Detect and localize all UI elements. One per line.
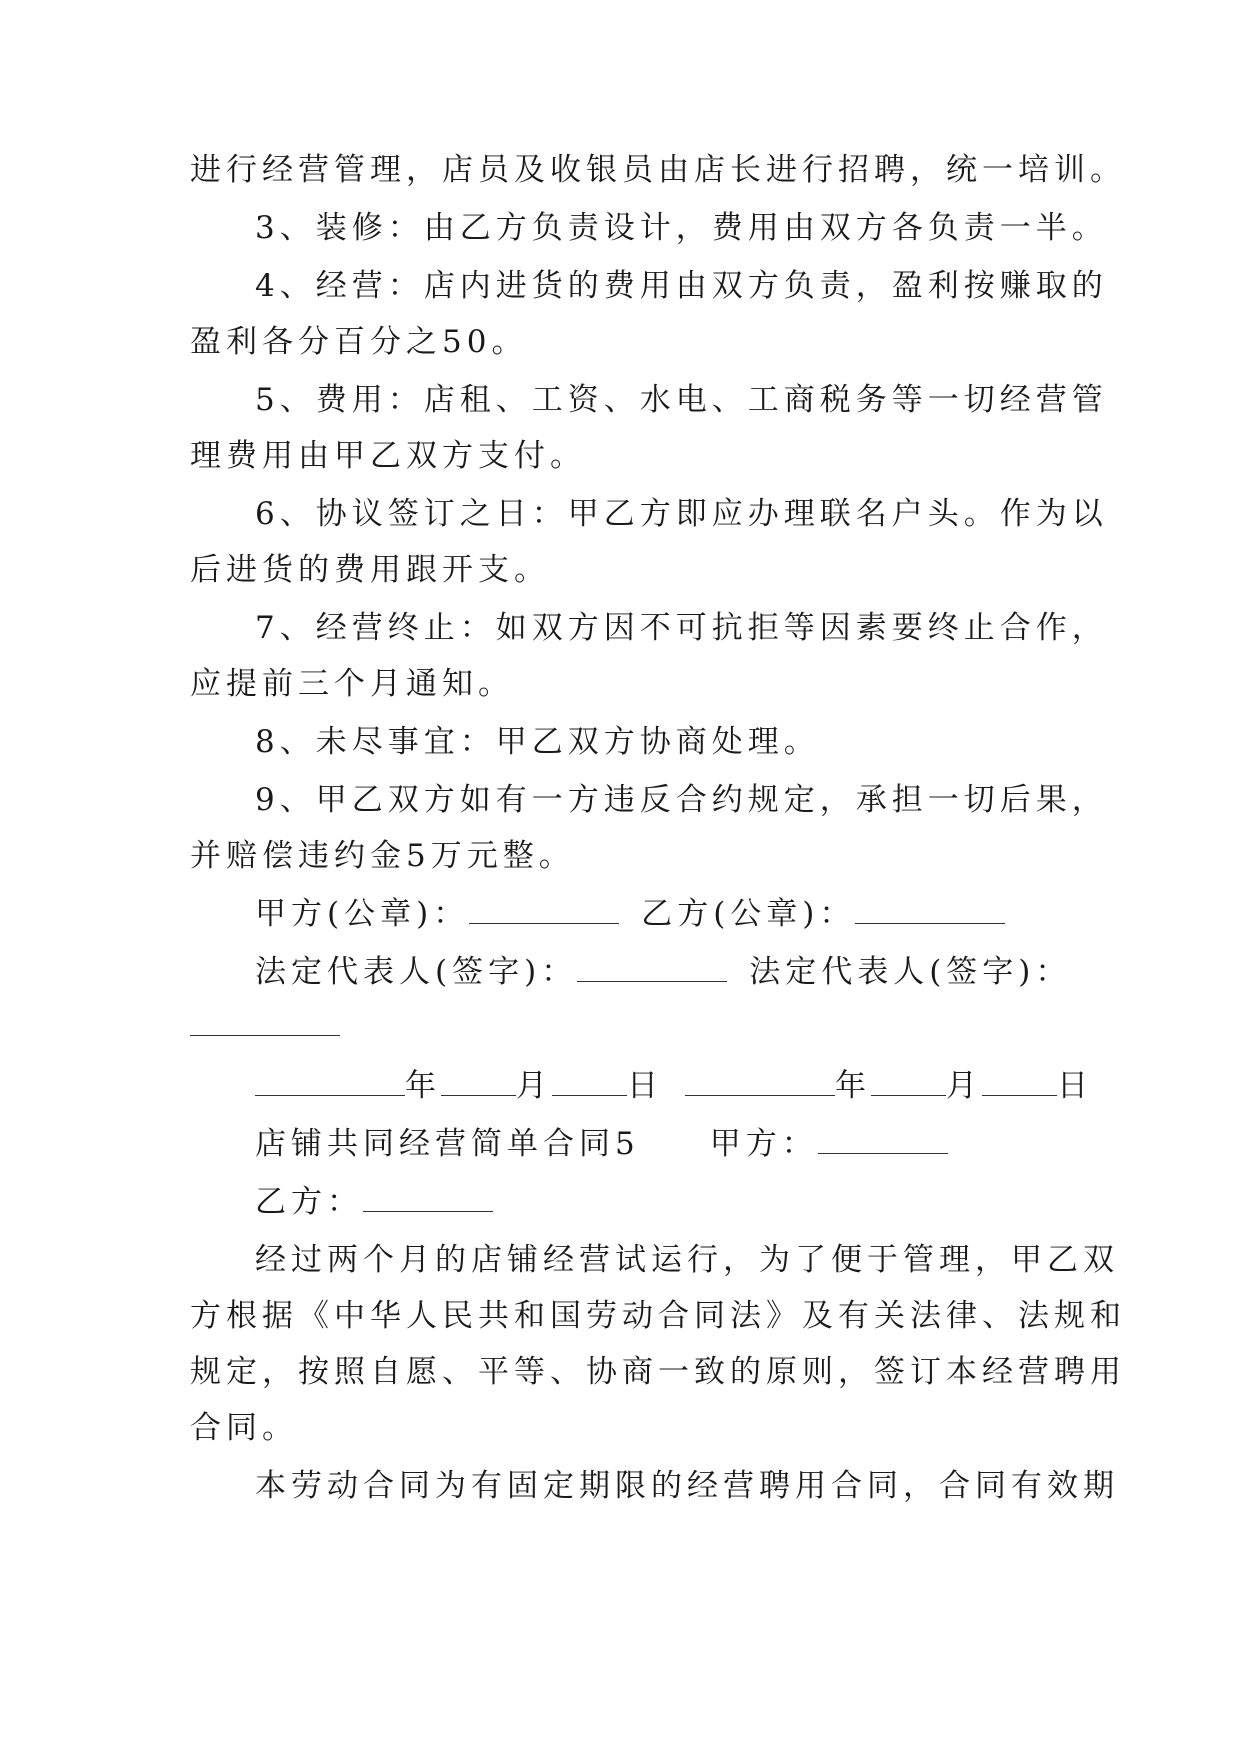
text-line: 合同。: [190, 1410, 298, 1446]
party-a-seal-label: 甲方(公章)：: [255, 896, 470, 932]
year-a-blank: [255, 1069, 405, 1096]
clause-7: 7、经营终止：如双方因不可抗拒等因素要终止合作，: [255, 610, 1108, 646]
day-a-blank: [552, 1069, 627, 1096]
text-line: 经过两个月的店铺经营试运行，为了便于管理，甲乙双: [255, 1242, 1119, 1278]
date-line: [255, 1066, 1093, 1106]
clause-5: 5、费用：店租、工资、水电、工商税务等一切经营管: [255, 382, 1108, 418]
month-a-blank: [441, 1069, 516, 1096]
legal-rep-b-blank: [190, 1009, 340, 1036]
clause-3: 3、装修：由乙方负责设计，费用由双方各负责一半。: [255, 210, 1108, 246]
text-line: 应提前三个月通知。: [190, 666, 514, 702]
contract-title: 店铺共同经营简单合同5: [255, 1126, 640, 1162]
day-a-label: 日: [627, 1068, 663, 1104]
party-a-seal-blank: [469, 897, 619, 924]
party-a-label: 甲方：: [709, 1126, 818, 1162]
text-line: 后进货的费用跟开支。: [190, 552, 550, 588]
clause-9: 9、甲乙双方如有一方违反合约规定，承担一切后果，: [255, 782, 1108, 818]
legal-rep-line: [255, 952, 1070, 992]
text-line: 进行经营管理，店员及收银员由店长进行招聘，统一培训。: [190, 152, 1126, 188]
legal-rep-a-blank: [577, 955, 727, 982]
text-line: 盈利各分百分之50。: [190, 324, 528, 360]
year-b-blank: [685, 1069, 835, 1096]
legal-rep-b-label: 法定代表人(签字)：: [749, 954, 1072, 990]
text-line: 理费用由甲乙双方支付。: [190, 438, 586, 474]
clause-4: 4、经营：店内进货的费用由双方负责，盈利按赚取的: [255, 268, 1108, 304]
clause-8: 8、未尽事宜：甲乙双方协商处理。: [255, 724, 820, 760]
year-b-label: 年: [835, 1068, 871, 1104]
seal-line: [255, 894, 1070, 934]
legal-rep-a-label: 法定代表人(签字)：: [255, 954, 578, 990]
text-line: 方根据《中华人民共和国劳动合同法》及有关法律、法规和: [190, 1298, 1126, 1334]
party-b-seal-label: 乙方(公章)：: [641, 896, 856, 932]
party-a-blank: [818, 1127, 948, 1154]
party-b-blank: [363, 1185, 493, 1212]
day-b-label: 日: [1057, 1068, 1093, 1104]
text-line: 并赔偿违约金5万元整。: [190, 838, 575, 874]
month-a-label: 月: [516, 1068, 552, 1104]
month-b-blank: [871, 1069, 946, 1096]
contract-title-line: [255, 1124, 1070, 1164]
month-b-label: 月: [946, 1068, 982, 1104]
party-b-line: [255, 1182, 1070, 1222]
day-b-blank: [982, 1069, 1057, 1096]
clause-6: 6、协议签订之日：甲乙方即应办理联名户头。作为以: [255, 496, 1108, 532]
year-a-label: 年: [405, 1068, 441, 1104]
text-line: 规定，按照自愿、平等、协商一致的原则，签订本经营聘用: [190, 1354, 1126, 1390]
text-line: 本劳动合同为有固定期限的经营聘用合同，合同有效期: [255, 1468, 1119, 1504]
party-b-label: 乙方：: [255, 1184, 363, 1220]
party-b-seal-blank: [855, 897, 1005, 924]
legal-rep-b-line: [190, 1006, 1070, 1046]
